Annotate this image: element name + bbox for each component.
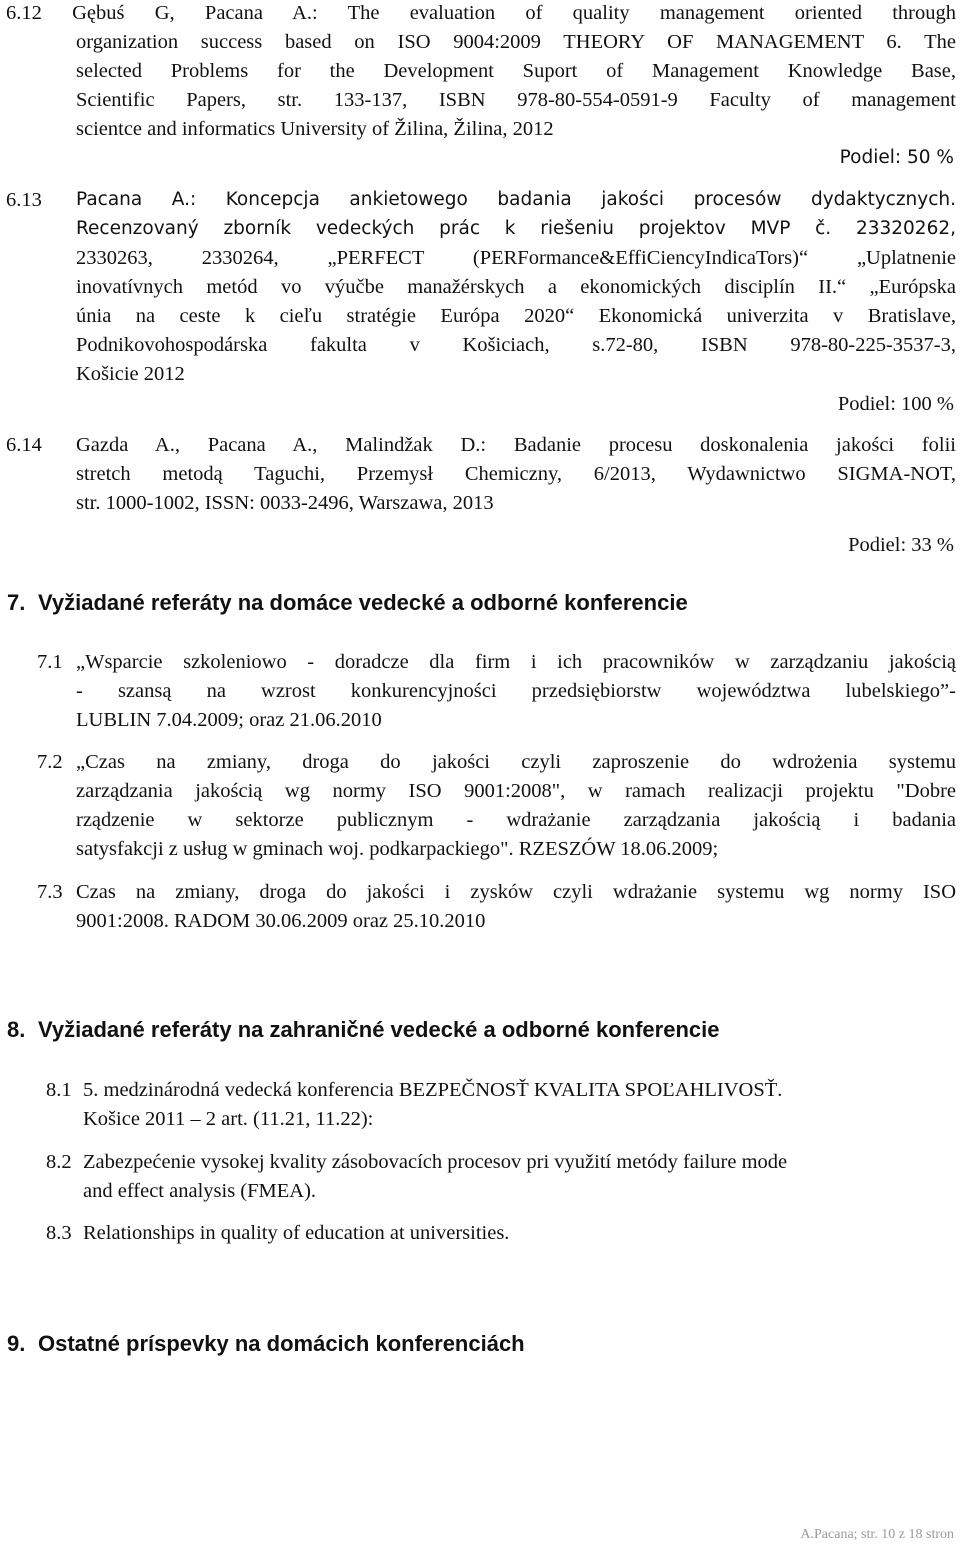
section-heading-7 bbox=[7, 590, 688, 616]
entry-7-3-line-1: Czas na zmiany, droga do jakości i zysków czyli wdrażanie systemu wg normy ISO bbox=[76, 881, 956, 903]
entry-7-2-line-4: satysfakcji z usług w gminach woj. podkarpackiego". RZESZÓW 18.06.2009; bbox=[76, 838, 719, 860]
share-percentage: Podiel: 100 % bbox=[837, 393, 954, 415]
entry-6-14-line-3: str. 1000-1002, ISSN: 0033-2496, Warszawa, 2013 bbox=[76, 492, 494, 514]
entry-7-2-line-2: zarządzania jakością wg normy ISO 9001:2008", w ramach realizacji projektu "Dobre bbox=[76, 780, 956, 802]
entry-number: 6.14 bbox=[6, 434, 42, 456]
entry-6-13-line-4: inovatívnych metód vo výučbe manažérskych a ekonomických disciplín II.“ „Európska bbox=[76, 276, 956, 298]
entry-6-12-line-5: scientce and informatics University of Žilina, Žilina, 2012 bbox=[76, 118, 554, 140]
entry-6-12-line-3: selected Problems for the Development Suport of Management Knowledge Base, bbox=[76, 60, 956, 82]
page-footer: A.Pacana; str. 10 z 18 stron bbox=[800, 1527, 954, 1542]
entry-7-2-line-3: rządzenie w sektorze publicznym - wdrażanie zarządzania jakością i badania bbox=[76, 809, 956, 831]
entry-6-14-line-1: Gazda A., Pacana A., Malindžak D.: Badanie procesu doskonalenia jakości folii bbox=[76, 434, 956, 456]
entry-8-1-line-1: 5. medzinárodná vedecká konferencia BEZPEČNOSŤ KVALITA SPOĽAHLIVOSŤ. bbox=[83, 1079, 783, 1101]
section-number: 8. bbox=[7, 1017, 26, 1042]
entry-7-1-line-1: „Wsparcie szkoleniowo - doradcze dla firm i ich pracowników w zarządzaniu jakością bbox=[76, 651, 956, 673]
entry-7-2-line-1: „Czas na zmiany, droga do jakości czyli zaproszenie do wdrożenia systemu bbox=[76, 751, 956, 773]
entry-7-3-line-2: 9001:2008. RADOM 30.06.2009 oraz 25.10.2010 bbox=[76, 910, 486, 932]
section-title: Vyžiadané referáty na zahraničné vedecké a odborné konferencie bbox=[38, 1017, 720, 1042]
entry-8-1-line-2: Košice 2011 – 2 art. (11.21, 11.22): bbox=[83, 1108, 374, 1130]
entry-number: 6.13 bbox=[6, 189, 42, 211]
entry-8-2-line-1: Zabezpećenie vysokej kvality zásobovacích procesov pri využití metódy failure mode bbox=[83, 1151, 788, 1173]
entry-8-2-line-2: and effect analysis (FMEA). bbox=[83, 1180, 317, 1202]
entry-6-13-line-1: Pacana A.: Koncepcja ankietowego badania jakości procesów dydaktycznych. bbox=[76, 189, 956, 210]
entry-6-12-line-4: Scientific Papers, str. 133-137, ISBN 978-80-554-0591-9 Faculty of management bbox=[76, 89, 956, 111]
entry-6-12-line-1: 6.12 Gębuś G, Pacana A.: The evaluation of quality management oriented through bbox=[6, 2, 956, 24]
entry-number: 8.3 bbox=[46, 1222, 72, 1244]
entry-6-14-line-2: stretch metodą Taguchi, Przemysł Chemiczny, 6/2013, Wydawnictwo SIGMA-NOT, bbox=[76, 463, 956, 485]
entry-8-3-line-1: Relationships in quality of education at universities. bbox=[83, 1222, 510, 1244]
share-percentage: Podiel: 50 % bbox=[839, 147, 954, 168]
entry-7-1-line-3: LUBLIN 7.04.2009; oraz 21.06.2010 bbox=[76, 709, 382, 731]
entry-6-13-line-7: Košicie 2012 bbox=[76, 363, 185, 385]
entry-6-13-line-2: Recenzovaný zborník vedeckých prác k riešeniu projektov MVP č. 23320262, bbox=[76, 218, 956, 239]
section-heading-9 bbox=[7, 1331, 525, 1357]
section-number: 9. bbox=[7, 1331, 26, 1356]
section-heading-8 bbox=[7, 1017, 719, 1043]
entry-7-1-line-2: - szansą na wzrost konkurencyjności przedsiębiorstw województwa lubelskiego”- bbox=[76, 680, 956, 702]
entry-6-13-line-5: únia na ceste k cieľu stratégie Európa 2020“ Ekonomická univerzita v Bratislave, bbox=[76, 305, 956, 327]
entry-number: 7.1 bbox=[37, 651, 63, 673]
share-percentage: Podiel: 33 % bbox=[848, 534, 954, 556]
section-title: Vyžiadané referáty na domáce vedecké a odborné konferencie bbox=[38, 590, 688, 615]
entry-6-12-line-2: organization success based on ISO 9004:2009 THEORY OF MANAGEMENT 6. The bbox=[76, 31, 956, 53]
entry-6-13-line-3: 2330263, 2330264, „PERFECT (PERFormance&EffiCiencyIndicaTors)“ „Uplatnenie bbox=[76, 247, 956, 269]
entry-6-13-line-6: Podnikovohospodárska fakulta v Košiciach, s.72-80, ISBN 978-80-225-3537-3, bbox=[76, 334, 956, 356]
section-title: Ostatné príspevky na domácich konferenciách bbox=[38, 1331, 525, 1356]
entry-number: 7.2 bbox=[37, 751, 63, 773]
entry-number: 8.1 bbox=[46, 1079, 72, 1101]
entry-number: 7.3 bbox=[37, 881, 63, 903]
section-number: 7. bbox=[7, 590, 26, 615]
entry-number: 8.2 bbox=[46, 1151, 72, 1173]
